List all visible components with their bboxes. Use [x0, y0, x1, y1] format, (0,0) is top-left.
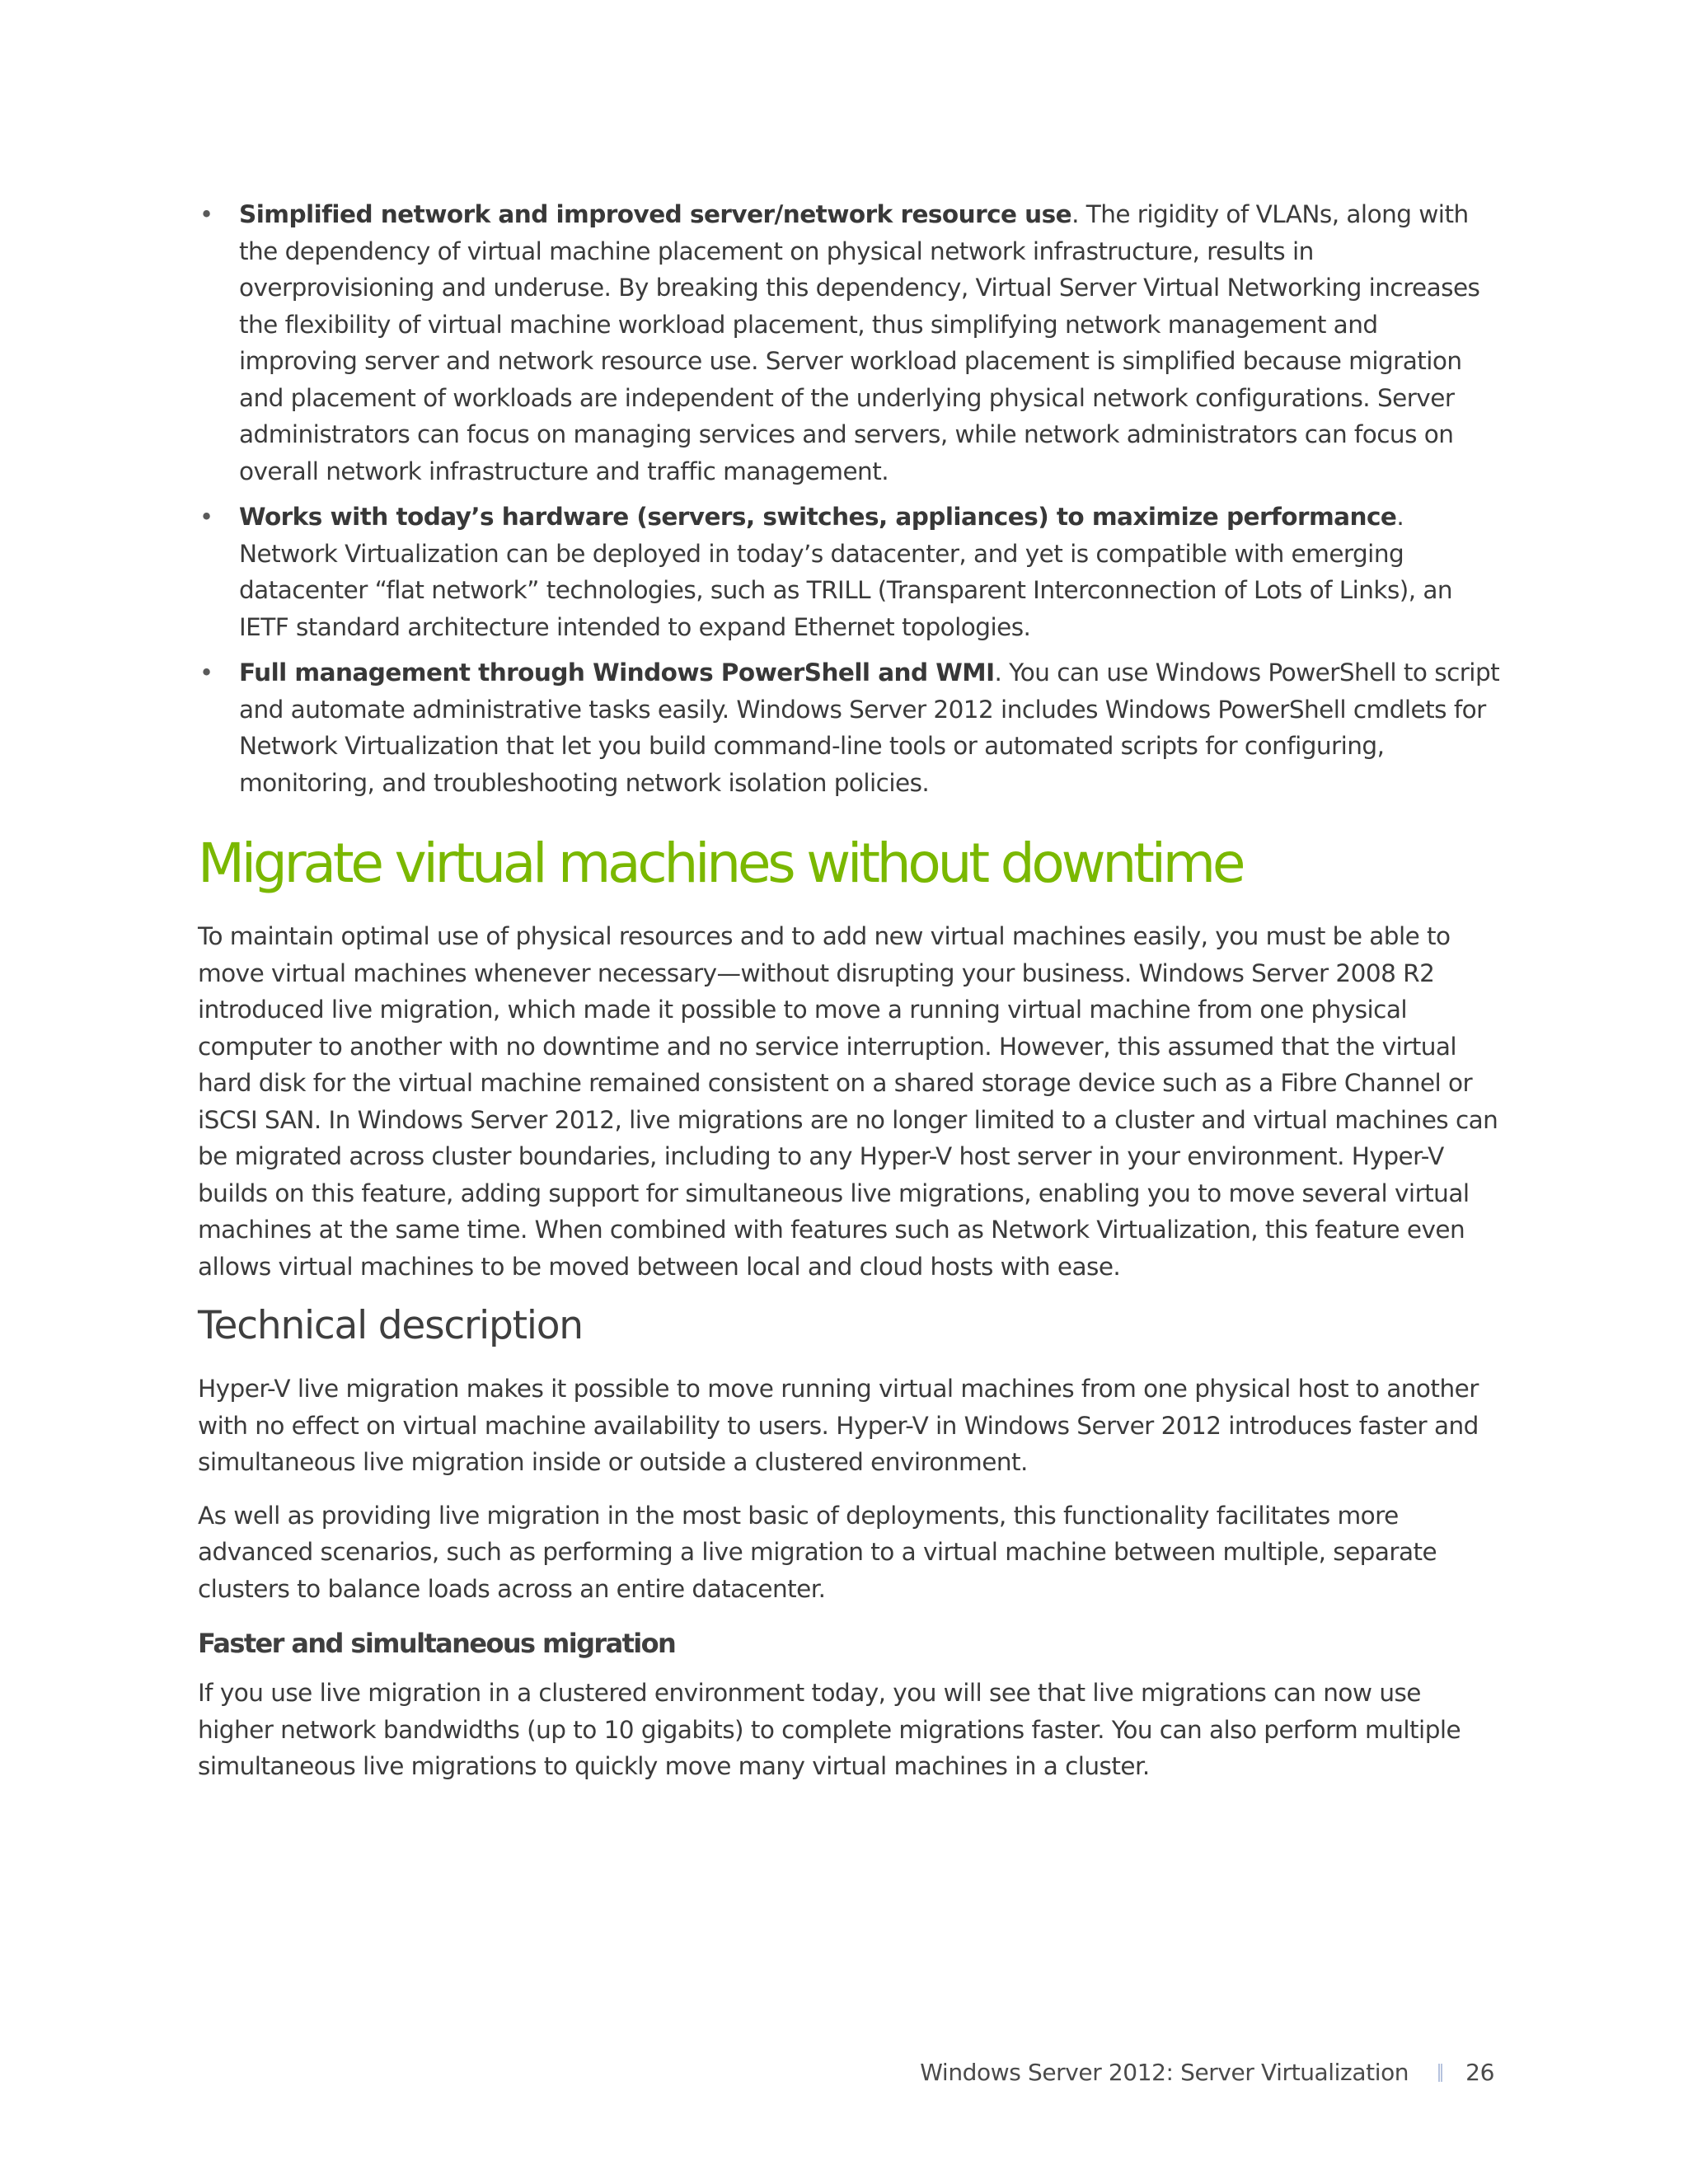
- section-intro-paragraph: To maintain optimal use of physical resources and to add new virtual machines easily, you must be able to move virtual machines whenever necessary—without disrupting your business. Windows Server 2008 R2 introduced live migration, which made it possible to move a running virtual machine from one physical computer to another with no downtime and no service interruption. However, this assumed that the virtual hard disk for the virtual machine remained consistent on a shared storage device such as a Fibre Channel or iSCSI SAN. In Windows Server 2012, live migrations are no longer limited to a cluster and virtual machines can be migrated across cluster boundaries, including to any Hyper-V host server in your environment. Hyper-V builds on this feature, adding support for simultaneous live migrations, enabling you to move several virtual machines at the same time. When combined with features such as Network Virtualization, this feature even allows virtual machines to be moved between local and cloud hosts with ease.: [198, 922, 1498, 1281]
- bullet-dot-icon: •: [199, 503, 213, 531]
- bullet-item: [198, 196, 1500, 490]
- bullet-item: [198, 654, 1500, 801]
- bullet-lead: Simplified network and improved server/network resource use: [239, 200, 1072, 228]
- bullet-lead: Full management through Windows PowerShell and WMI: [239, 658, 995, 687]
- page-content: [198, 196, 1500, 1802]
- faster-migration-paragraph: If you use live migration in a clustered environment today, you will see that live migrations can now use higher network bandwidths (up to 10 gigabits) to complete migrations faster. You can also perform multiple simultaneous live migrations to quickly move many virtual machines in a cluster.: [198, 1679, 1461, 1780]
- footer-page-number: 26: [1465, 2059, 1494, 2086]
- technical-paragraph-1: Hyper-V live migration makes it possible to move running virtual machines from one physical host to another with no effect on virtual machine availability to users. Hyper-V in Windows Server 2012 introduces faster and simultaneous live migration inside or outside a clustered environment.: [198, 1375, 1479, 1476]
- footer-separator-icon: [1438, 2064, 1442, 2082]
- page-footer: [920, 2059, 1494, 2086]
- bullet-item: [198, 499, 1500, 645]
- bullet-dot-icon: •: [199, 200, 213, 228]
- section-title: Migrate virtual machines without downtime: [198, 832, 1243, 895]
- bullet-text: . The rigidity of VLANs, along with the dependency of virtual machine placement on physical network infrastructure, results in overprovisioning and underuse. By breaking this dependency, Virtual Server Virtual Networking increases the flexibility of virtual machine workload placement, thus simplifying network management and improving server and network resource use. Server workload placement is simplified because migration and placement of workloads are independent of the underlying physical network configurations. Server administrators can focus on managing services and servers, while network administrators can focus on overall network infrastructure and traffic management.: [239, 200, 1480, 485]
- faster-migration-heading: Faster and simultaneous migration: [198, 1628, 676, 1659]
- bullet-lead: Works with today’s hardware (servers, switches, appliances) to maximize performance: [239, 503, 1397, 531]
- bullet-text: . You can use Windows PowerShell to script and automate administrative tasks easily. Windows Server 2012 includes Windows PowerShell cmdlets for Network Virtualization that let you build command-line tools or automated scripts for configuring, monitoring, and troubleshooting network isolation policies.: [239, 658, 1500, 797]
- technical-paragraph-2: As well as providing live migration in the most basic of deployments, this functionality facilitates more advanced scenarios, such as performing a live migration to a virtual machine between multiple, separate clusters to balance loads across an entire datacenter.: [198, 1501, 1437, 1603]
- footer-document-title: Windows Server 2012: Server Virtualization: [920, 2059, 1409, 2086]
- bullet-dot-icon: •: [199, 658, 213, 687]
- technical-description-heading: Technical description: [198, 1303, 583, 1348]
- feature-bullet-list: [198, 196, 1500, 801]
- bullet-text: . Network Virtualization can be deployed in today’s datacenter, and yet is compatible with emerging datacenter “flat network” technologies, such as TRILL (Transparent Interconnection of Lots of Links), an IETF standard architecture intended to expand Ethernet topologies.: [239, 503, 1453, 641]
